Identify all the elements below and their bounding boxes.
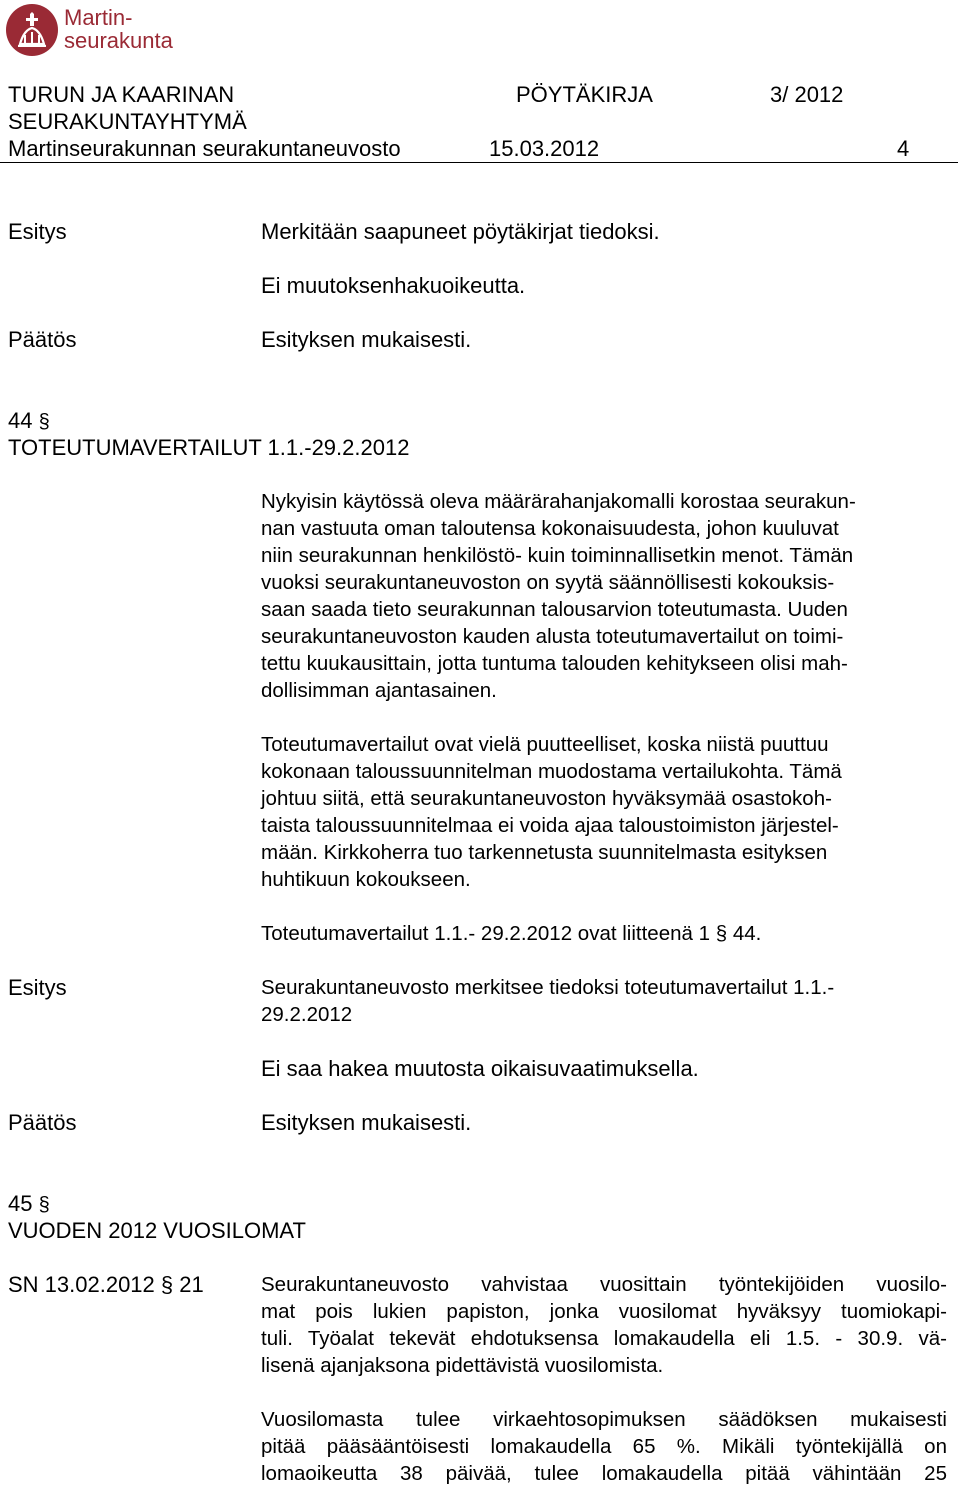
page-number: 4 (897, 136, 910, 161)
section-sign: § (38, 411, 50, 433)
text-line: Seurakuntaneuvosto merkitsee tiedoksi toteutumavertailut 1.1.- (261, 976, 835, 999)
attachment-number: 44. (732, 922, 762, 945)
section-45-number: 45 (8, 1191, 33, 1216)
text-line: saan saada tieto seurakunnan talousarvion toteutumasta. Uuden (261, 598, 848, 621)
section-title: TOTEUTUMAVERTAILUT 1.1.-29.2.2012 (8, 435, 410, 460)
paatos-label: Päätös (8, 1110, 77, 1135)
text-line: mään. Kirkkoherra tuo tarkennetusta suunnitelmasta esityksen (261, 841, 828, 864)
section-45-paragraph-2 (261, 1406, 947, 1487)
section-number (8, 407, 50, 436)
text-line: vuoksi seurakuntaneuvoston on syytä säännöllisesti kokouksis- (261, 571, 835, 594)
text-line: johtuu siitä, että seurakuntaneuvoston hyväksymää osastokoh- (261, 787, 832, 810)
text-line: dollisimman ajantasainen. (261, 679, 497, 702)
section-45-paragraph-1 (261, 1271, 947, 1379)
text-line: pitää pääsääntöisesti lomakaudella 65 %. Mikäli työntekijällä on (261, 1435, 947, 1458)
attachment-line (261, 920, 761, 947)
reference-section-sign: § (160, 1272, 174, 1297)
reference-number: 21 (179, 1272, 204, 1297)
appeal-note: Ei muutoksenhakuoikeutta. (261, 273, 526, 298)
doc-type: PÖYTÄKIRJA (516, 82, 653, 107)
paatos-label: Päätös (8, 327, 77, 352)
logo-line2: seurakunta (64, 28, 173, 53)
text-line: taista taloussuunnitelmaa ei voida ajaa taloustoimiston järjestel- (261, 814, 839, 837)
text-line: Toteutumavertailut ovat vielä puutteelliset, koska niistä puuttuu (261, 733, 829, 756)
esitys-label: Esitys (8, 219, 67, 244)
text-line: 29.2.2012 (261, 1003, 353, 1026)
church-logo-icon (6, 4, 58, 56)
section-44-paragraph-2 (261, 731, 842, 893)
esitys-label: Esitys (8, 975, 67, 1000)
section-sign: § (38, 1194, 50, 1216)
logo (6, 4, 206, 58)
section-44-paragraph-1 (261, 488, 856, 704)
logo-text (64, 6, 173, 52)
text-line: tuli. Työalat tekevät ehdotuksensa lomakaudella eli 1.5. - 30.9. vä- (261, 1327, 947, 1350)
logo-line1: Martin- (64, 5, 133, 30)
text-line: lomaoikeutta 38 päivää, tulee lomakaudella pitää vähintään 25 (261, 1462, 947, 1485)
reference-prefix: SN 13.02.2012 (8, 1272, 155, 1297)
text-line: Vuosilomasta tulee virkaehtosopimuksen säädöksen mukaisesti (261, 1408, 947, 1431)
appeal-note: Ei saa hakea muutosta oikaisuvaatimuksella. (261, 1056, 699, 1081)
org-line2: SEURAKUNTAYHTYMÄ (8, 109, 247, 134)
text-line: nan vastuuta oman taloutensa kokonaisuudesta, johon kuuluvat (261, 517, 839, 540)
text-line: lisenä ajanjaksona pidettävistä vuosilomista. (261, 1354, 664, 1377)
section-number (8, 1190, 50, 1219)
doc-number: 3/ 2012 (770, 82, 844, 107)
attachment-section-sign: § (715, 922, 728, 945)
text-line: tettu kuukausittain, jotta tuntuma talouden kehitykseen olisi mah- (261, 652, 848, 675)
text-line: huhtikuun kokoukseen. (261, 868, 471, 891)
attachment-text: Toteutumavertailut 1.1.- 29.2.2012 ovat liitteenä 1 (261, 922, 711, 945)
text-line: seurakuntaneuvoston kauden alusta toteutumavertailut on toimi- (261, 625, 844, 648)
text-line: Nykyisin käytössä oleva määrärahanjakomalli korostaa seurakun- (261, 490, 856, 513)
esitys-text (261, 974, 834, 1028)
org-line1: TURUN JA KAARINAN (8, 82, 235, 107)
section-44-number: 44 (8, 408, 33, 433)
paatos-text: Esityksen mukaisesti. (261, 1110, 472, 1135)
meeting-date: 15.03.2012 (489, 136, 600, 161)
text-line: niin seurakunnan henkilöstö- kuin toiminnallisetkin menot. Tämän (261, 544, 854, 567)
text-line: mat pois lukien papiston, jonka vuosilomat hyväksyy tuomiokapi- (261, 1300, 947, 1323)
header-divider (0, 162, 958, 163)
section-title: VUODEN 2012 VUOSILOMAT (8, 1218, 306, 1243)
reference (8, 1271, 204, 1298)
esitys-text: Merkitään saapuneet pöytäkirjat tiedoksi. (261, 219, 660, 244)
text-line: kokonaan taloussuunnitelman muodostama vertailukohta. Tämä (261, 760, 842, 783)
text-line: Seurakuntaneuvosto vahvistaa vuosittain työntekijöiden vuosilo- (261, 1273, 947, 1296)
paatos-text: Esityksen mukaisesti. (261, 327, 472, 352)
body-name: Martinseurakunnan seurakuntaneuvosto (8, 136, 401, 161)
